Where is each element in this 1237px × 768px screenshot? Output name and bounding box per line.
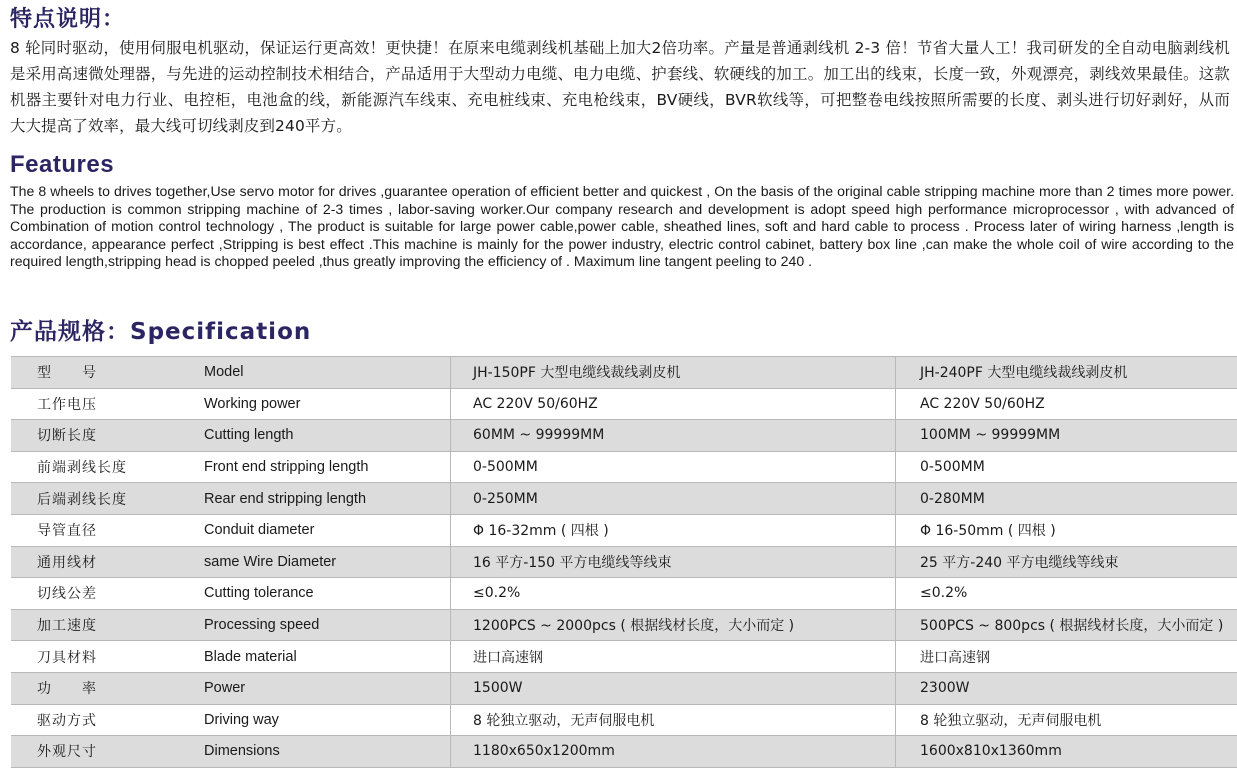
table-row: [11, 609, 1237, 641]
spec-label-en: Working power: [202, 388, 451, 420]
spec-value-model-b: 25 平方-240 平方电缆线等线束: [896, 546, 1237, 578]
spec-value-model-b: 进口高速钢: [896, 641, 1237, 673]
spec-label-cn: 前端剥线长度: [11, 451, 202, 483]
features-cn-heading: 特点说明：: [10, 2, 125, 33]
spec-value-model-b: 0-500MM: [896, 451, 1237, 483]
spec-label-en: Conduit diameter: [202, 514, 451, 546]
spec-label-cn: 切断长度: [11, 420, 202, 452]
spec-label-cn: 外观尺寸: [11, 736, 202, 768]
spec-label-en: Dimensions: [202, 736, 451, 768]
table-row: [11, 546, 1237, 578]
spec-value-model-a: Φ 16-32mm ( 四根 ): [451, 514, 896, 546]
table-row: [11, 357, 1237, 389]
table-row: [11, 672, 1237, 704]
spec-label-cn: 型 号: [11, 357, 202, 389]
spec-label-en: Rear end stripping length: [202, 483, 451, 515]
spec-value-model-b: 1600x810x1360mm: [896, 736, 1237, 768]
spec-label-en: Cutting tolerance: [202, 578, 451, 610]
spec-value-model-a: AC 220V 50/60HZ: [451, 388, 896, 420]
table-row: [11, 641, 1237, 673]
spec-value-model-b: 8 轮独立驱动，无声伺服电机: [896, 704, 1237, 736]
table-row: [11, 736, 1237, 768]
spec-label-en: Power: [202, 672, 451, 704]
spec-value-model-a: 1180x650x1200mm: [451, 736, 896, 768]
features-en-heading: Features: [10, 151, 114, 179]
spec-value-model-b: AC 220V 50/60HZ: [896, 388, 1237, 420]
spec-value-model-a: 1200PCS ~ 2000pcs ( 根据线材长度，大小而定 ): [451, 609, 896, 641]
spec-label-en: Processing speed: [202, 609, 451, 641]
spec-value-model-a: 16 平方-150 平方电缆线等线束: [451, 546, 896, 578]
spec-label-cn: 驱动方式: [11, 704, 202, 736]
spec-label-en: same Wire Diameter: [202, 546, 451, 578]
spec-label-en: Cutting length: [202, 420, 451, 452]
spec-value-model-a: 1500W: [451, 672, 896, 704]
spec-value-model-a: 8 轮独立驱动，无声伺服电机: [451, 704, 896, 736]
spec-value-model-b: JH-240PF 大型电缆线裁线剥皮机: [896, 357, 1237, 389]
spec-value-model-b: 0-280MM: [896, 483, 1237, 515]
spec-value-model-a: 60MM ~ 99999MM: [451, 420, 896, 452]
spec-label-en: Model: [202, 357, 451, 389]
spec-label-cn: 切线公差: [11, 578, 202, 610]
spec-label-cn: 加工速度: [11, 609, 202, 641]
table-row: [11, 388, 1237, 420]
spec-value-model-a: JH-150PF 大型电缆线裁线剥皮机: [451, 357, 896, 389]
table-row: [11, 704, 1237, 736]
spec-value-model-a: 进口高速钢: [451, 641, 896, 673]
spec-value-model-a: ≤0.2%: [451, 578, 896, 610]
spec-value-model-a: 0-500MM: [451, 451, 896, 483]
spec-value-model-b: 100MM ~ 99999MM: [896, 420, 1237, 452]
features-en-paragraph: The 8 wheels to drives together,Use servo motor for drives ,guarantee operation of efficient better and quickest , On the basis of the original cable stripping machine more than 2 times more power. The production is common stripping machine of 2-3 times , labor-saving worker.Our company research and development is adopt speed high performance microprocessor , with advanced of Combination of motion control technology , The product is suitable for large power cable,power cable, sheathed lines, soft and hard cable to process . Process later of wiring harness ,length is accordance, appearance perfect ,Stripping is best effect .This machine is mainly for the power industry, electric control cabinet, battery box line ,can make the whole coil of wire according to the required length,stripping head is chopped peeled ,thus greatly improving the efficiency of . Maximum line tangent peeling to 240 .: [10, 183, 1234, 271]
spec-label-en: Front end stripping length: [202, 451, 451, 483]
spec-label-en: Blade material: [202, 641, 451, 673]
features-cn-paragraph: 8 轮同时驱动，使用伺服电机驱动，保证运行更高效！更快捷！在原来电缆剥线机基础上加大2倍功率。产量是普通剥线机 2-3 倍！节省大量人工！我司研发的全自动电脑剥线机是采用高速微处理器，与先进的运动控制技术相结合，产品适用于大型动力电缆、电力电缆、护套线、软硬线的加工。加工出的线束，长度一致，外观漂亮，剥线效果最佳。这款机器主要针对电力行业、电控柜，电池盒的线，新能源汽车线束、充电桩线束、充电枪线束，BV硬线，BVR软线等，可把整卷电线按照所需要的长度、剥头进行切好剥好，从而大大提高了效率，最大线可切线剥皮到240平方。: [10, 35, 1230, 139]
spec-value-model-b: 500PCS ~ 800pcs ( 根据线材长度，大小而定 ): [896, 609, 1237, 641]
spec-label-cn: 功 率: [11, 672, 202, 704]
specification-heading: 产品规格：Specification: [10, 313, 311, 346]
table-row: [11, 514, 1237, 546]
spec-value-model-a: 0-250MM: [451, 483, 896, 515]
table-row: [11, 483, 1237, 515]
spec-value-model-b: Φ 16-50mm ( 四根 ): [896, 514, 1237, 546]
table-row: [11, 578, 1237, 610]
spec-label-cn: 后端剥线长度: [11, 483, 202, 515]
spec-value-model-b: 2300W: [896, 672, 1237, 704]
table-row: [11, 420, 1237, 452]
spec-label-cn: 刀具材料: [11, 641, 202, 673]
spec-label-cn: 工作电压: [11, 388, 202, 420]
spec-label-cn: 通用线材: [11, 546, 202, 578]
table-row: [11, 451, 1237, 483]
spec-value-model-b: ≤0.2%: [896, 578, 1237, 610]
specification-table: [11, 356, 1237, 768]
spec-label-en: Driving way: [202, 704, 451, 736]
spec-label-cn: 导管直径: [11, 514, 202, 546]
